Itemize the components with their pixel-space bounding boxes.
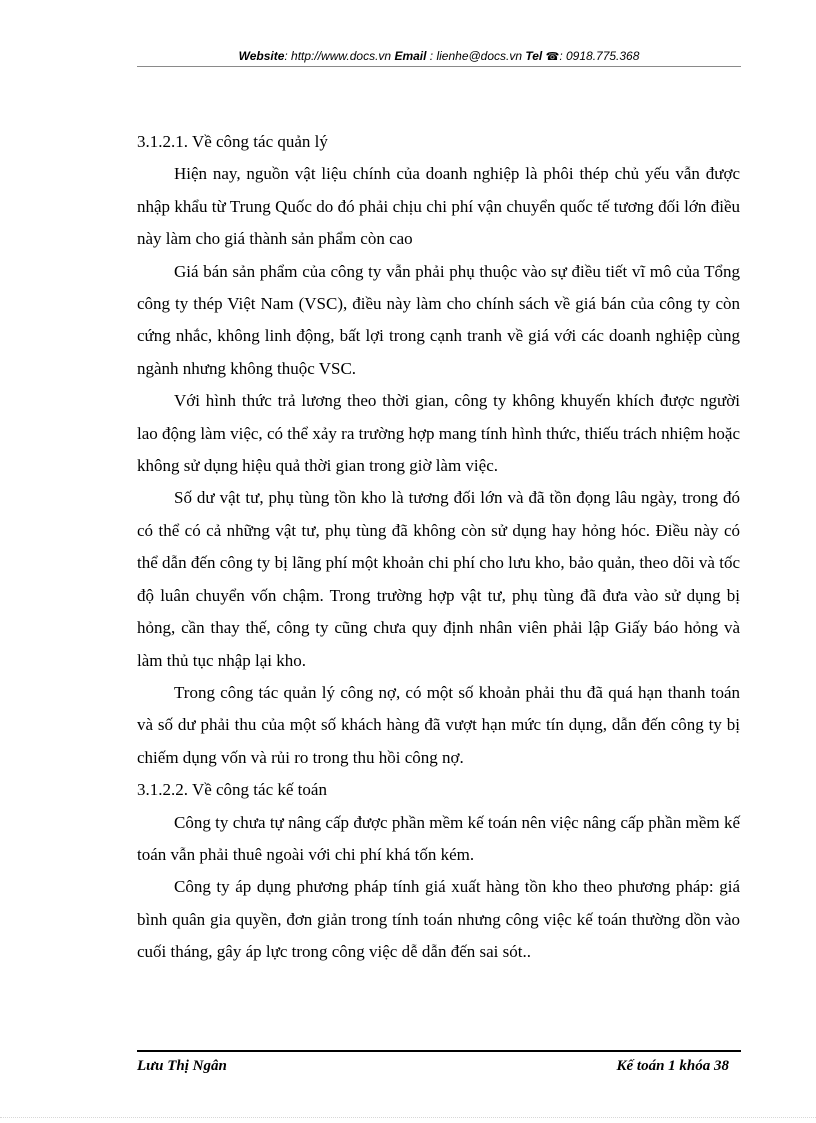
paragraph-inventory: Số dư vật tư, phụ tùng tồn kho là tương đối lớn và đã tồn đọng lâu ngày, trong đó có thể có cả những vật tư, phụ tùng đã không còn sử dụng hay hỏng hóc. Điều này có thể dẫn đến công ty bị lãng phí một khoản chi phí cho lưu kho, bảo quản, theo dõi và tốc độ luân chuyển vốn chậm. Trong trường hợp vật tư, phụ tùng đã đưa vào sử dụng bị hỏng, cần thay thế, công ty cũng chưa quy định nhân viên phải lập Giấy báo hỏng và làm thủ tục nhập lại kho. <box>137 488 740 670</box>
tel-label: Tel <box>525 49 543 63</box>
phone-icon: ☎ <box>545 51 560 63</box>
paragraph-raw-materials: Hiện nay, nguồn vật liệu chính của doanh nghiệp là phôi thép chủ yếu vẫn được nhập khẩu từ Trung Quốc do đó phải chịu chi phí vận chuyển quốc tế tương đối lớn điều này làm cho giá thành sản phẩm còn cao <box>137 164 740 249</box>
website-url[interactable]: : http://www.docs.vn <box>284 49 392 63</box>
section-heading-management: 3.1.2.1. Về công tác quản lý <box>137 132 328 151</box>
paragraph-costing-method: Công ty áp dụng phương pháp tính giá xuất hàng tồn kho theo phương pháp: giá bình quân gia quyền, đơn giản trong tính toán nhưng công việc kế toán thường dồn vào cuối tháng, gây áp lực trong công việc dễ dẫn đến sai sót.. <box>137 877 740 962</box>
header-divider <box>137 66 741 67</box>
email-label: Email <box>394 49 427 63</box>
website-label: Website <box>238 49 285 63</box>
paragraph-receivables: Trong công tác quản lý công nợ, có một số khoản phải thu đã quá hạn thanh toán và số dư phải thu của một số khách hàng đã vượt hạn mức tín dụng, dẫn đến công ty bị chiếm dụng vốn và rủi ro trong thu hồi công nợ. <box>137 682 740 767</box>
paragraph-software: Công ty chưa tự nâng cấp được phần mềm kế toán nên việc nâng cấp phần mềm kế toán vẫn phải thuê ngoài với chi phí khá tốn kém. <box>137 812 740 864</box>
paragraph-pricing: Giá bán sản phẩm của công ty vẫn phải phụ thuộc vào sự điều tiết vĩ mô của Tổng công ty thép Việt Nam (VSC), điều này làm cho chính sách về giá bán của công ty còn cứng nhắc, không linh động, bất lợi trong cạnh tranh về giá với các doanh nghiệp cùng ngành nhưng không thuộc VSC. <box>137 261 740 378</box>
page-bottom-border <box>0 1117 816 1118</box>
footer-class: Kế toán 1 khóa 38 <box>616 1058 729 1074</box>
page-header <box>137 47 741 65</box>
email-value[interactable]: : lienhe@docs.vn <box>429 49 523 63</box>
document-body <box>137 126 740 969</box>
footer-divider <box>137 1050 741 1052</box>
paragraph-wages: Với hình thức trả lương theo thời gian, công ty không khuyến khích được người lao động làm việc, có thể xảy ra trường hợp mang tính hình thức, thiếu trách nhiệm hoặc không sử dụng hiệu quả thời gian trong giờ làm việc. <box>137 391 740 476</box>
section-heading-accounting: 3.1.2.2. Về công tác kế toán <box>137 780 327 800</box>
tel-value: : 0918.775.368 <box>559 49 640 63</box>
footer-author: Lưu Thị Ngân <box>137 1058 227 1074</box>
